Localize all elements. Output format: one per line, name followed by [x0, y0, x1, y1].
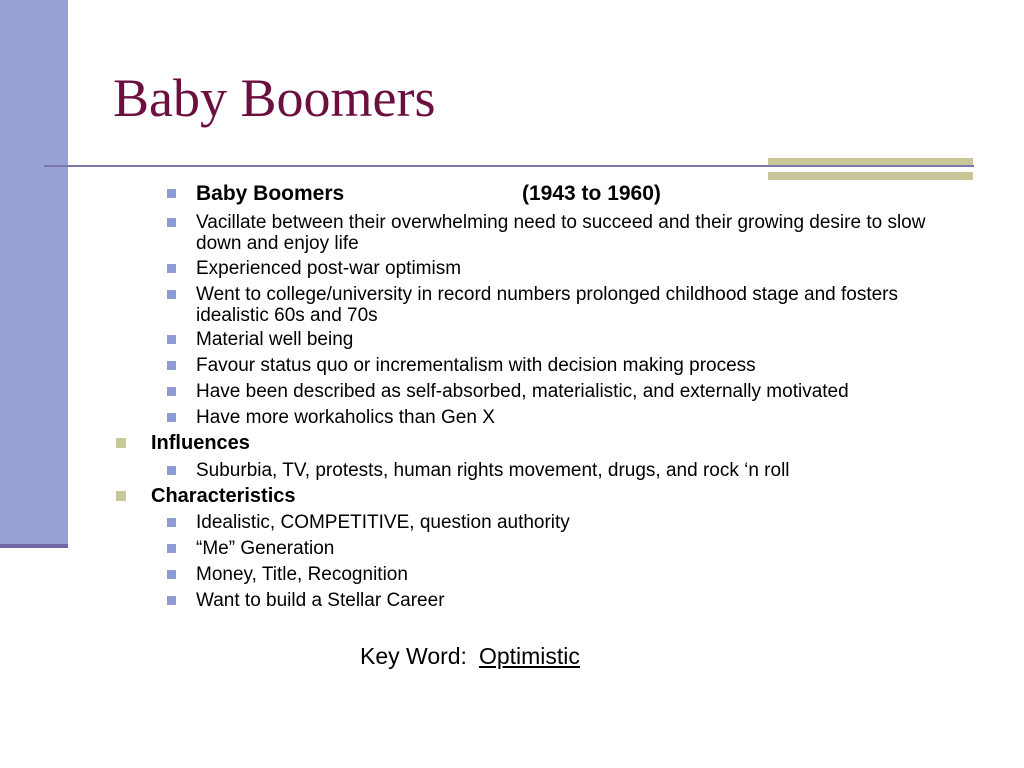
slide-title: Baby Boomers [113, 68, 436, 128]
characteristic-item [196, 538, 956, 559]
characteristics-heading [151, 485, 296, 507]
trait-text: Vacillate between their overwhelming need to succeed and their growing desire to slow down and enjoy life [196, 212, 926, 254]
square-bullet-icon [167, 518, 176, 527]
trait-item [196, 284, 941, 326]
characteristic-text: Money, Title, Recognition [196, 564, 408, 585]
trait-item [196, 407, 956, 428]
square-bullet-icon [167, 570, 176, 579]
influences-label: Influences [151, 432, 250, 454]
influence-text: Suburbia, TV, protests, human rights movement, drugs, and rock ‘n roll [196, 460, 790, 481]
key-word-value: Optimistic [478, 643, 580, 669]
square-bullet-icon [167, 361, 176, 370]
square-bullet-icon [167, 387, 176, 396]
characteristic-text: Want to build a Stellar Career [196, 590, 445, 611]
square-bullet-icon [167, 218, 176, 227]
trait-text: Went to college/university in record numbers prolonged childhood stage and fosters idealistic 60s and 70s [196, 284, 898, 326]
square-bullet-icon [167, 335, 176, 344]
characteristics-label: Characteristics [151, 485, 296, 507]
characteristic-item [196, 564, 956, 585]
square-bullet-icon [116, 438, 126, 448]
square-bullet-icon [167, 189, 176, 198]
characteristic-item [196, 512, 956, 533]
trait-item [196, 381, 986, 402]
square-bullet-icon [167, 413, 176, 422]
square-bullet-icon [167, 264, 176, 273]
characteristic-text: Idealistic, COMPETITIVE, question authority [196, 512, 570, 533]
characteristic-item [196, 590, 956, 611]
characteristic-text: “Me” Generation [196, 538, 335, 559]
key-word-label: Key Word: [360, 643, 467, 669]
generation-years: (1943 to 1960) [522, 182, 661, 205]
square-bullet-icon [116, 491, 126, 501]
trait-item [196, 355, 976, 376]
square-bullet-icon [167, 466, 176, 475]
generation-label: Baby Boomers [196, 182, 345, 205]
key-word [360, 643, 580, 669]
trait-text: Experienced post-war optimism [196, 258, 462, 279]
trait-item [196, 212, 956, 254]
square-bullet-icon [167, 596, 176, 605]
trait-text: Have more workaholics than Gen X [196, 407, 495, 428]
influence-item [196, 460, 976, 481]
trait-item [196, 329, 956, 350]
square-bullet-icon [167, 544, 176, 553]
trait-item [196, 258, 956, 279]
trait-text: Favour status quo or incrementalism with decision making process [196, 355, 756, 376]
generation-heading [196, 182, 661, 206]
trait-text: Have been described as self-absorbed, materialistic, and externally motivated [196, 381, 849, 402]
influences-heading [151, 432, 250, 454]
trait-text: Material well being [196, 329, 354, 350]
square-bullet-icon [167, 290, 176, 299]
